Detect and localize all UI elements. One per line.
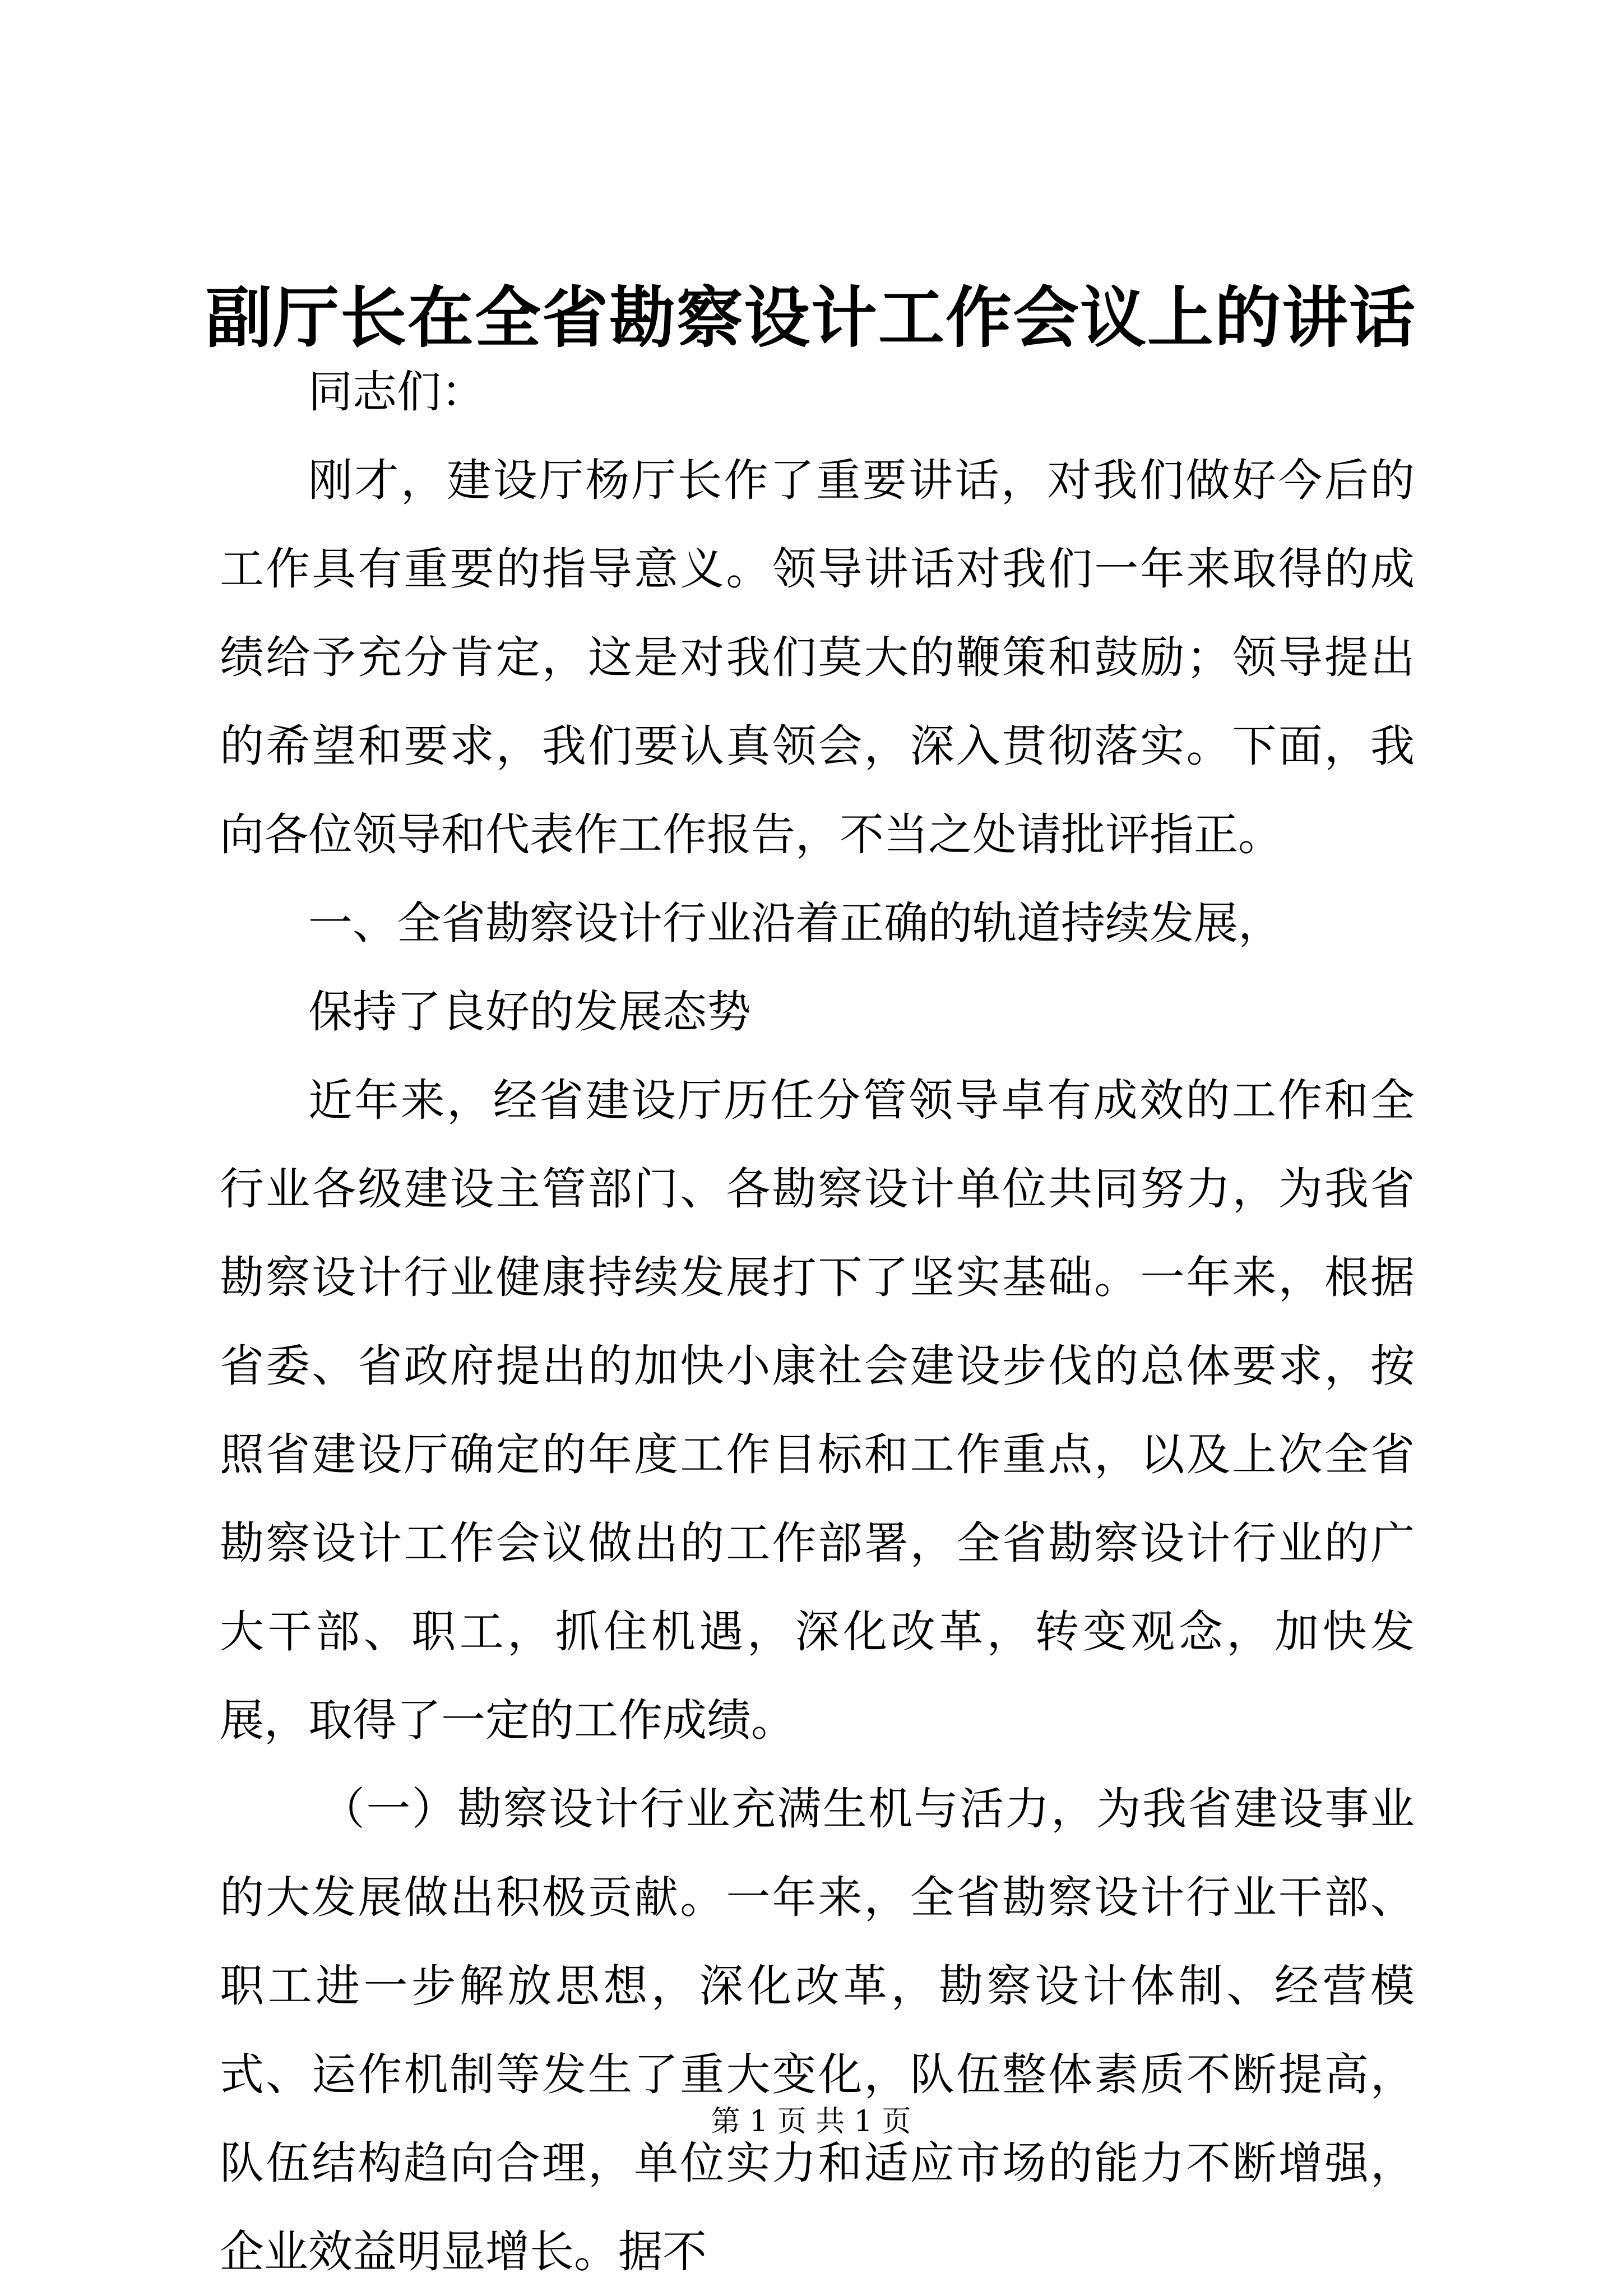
paragraph-opening: 刚才，建设厅杨厅长作了重要讲话，对我们做好今后的工作具有重要的指导意义。领导讲话对我们一年来取得的成绩给予充分肯定，这是对我们莫大的鞭策和鼓励；领导提出的希望和要求，我们要认真领会，深入贯彻落实。下面，我向各位领导和代表作工作报告，不当之处请批评指正。: [220, 455, 1415, 860]
page-footer: 第 1 页 共 1 页: [711, 2105, 911, 2138]
paragraph-subsection-one: （一）勘察设计行业充满生机与活力，为我省建设事业的大发展做出积极贡献。一年来，全省勘察设计行业干部、职工进一步解放思想，深化改革，勘察设计体制、经营模式、运作机制等发生了重大变化，队伍整体素质不断提高，队伍结构趋向合理，单位实力和适应市场的能力不断增强，企业效益明显增长。据不: [220, 1783, 1415, 2278]
document-title: 副厅长在全省勘察设计工作会议上的讲话: [205, 279, 1416, 357]
salutation: 同志们：: [308, 366, 485, 418]
paragraph-recent-years: 近年来，经省建设厅历任分管领导卓有成效的工作和全行业各级建设主管部门、各勘察设计单位共同努力，为我省勘察设计行业健康持续发展打下了坚实基础。一年来，根据省委、省政府提出的加快小康社会建设步伐的总体要求，按照省建设厅确定的年度工作目标和工作重点，以及上次全省勘察设计工作会议做出的工作部署，全省勘察设计行业的广大干部、职工，抓住机遇，深化改革，转变观念，加快发展，取得了一定的工作成绩。: [220, 1075, 1415, 1746]
document-body: [220, 348, 1415, 2296]
section-heading-line-1: 一、全省勘察设计行业沿着正确的轨道持续发展，: [308, 897, 1282, 949]
section-heading-line-2: 保持了良好的发展态势: [308, 986, 751, 1038]
